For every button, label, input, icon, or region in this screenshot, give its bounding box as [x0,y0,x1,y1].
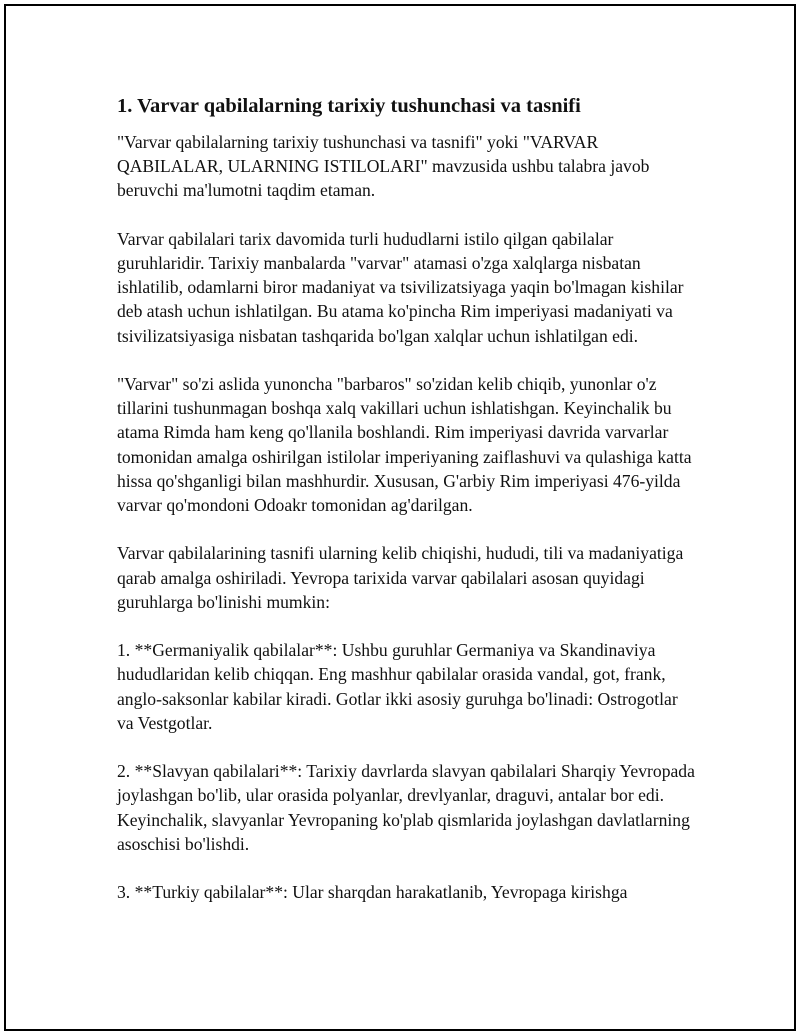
document-title: 1. Varvar qabilalarning tarixiy tushunchasi va tasnifi [117,95,581,117]
list-item-germanic: 1. **Germaniyalik qabilalar**: Ushbu guruhlar Germaniya va Skandinaviya hududlaridan kelib chiqqan. Eng mashhur qabilalar orasida vandal, got, frank, anglo-saksonlar kabilar kiradi. Gotlar ikki asosiy guruhga bo'linadi: Ostrogotlar va Vestgotlar. [117,640,678,733]
paragraph-etymology: "Varvar" so'zi aslida yunoncha "barbaros" so'zidan kelib chiqib, yunonlar o'z tillarini tushunmagan boshqa xalq vakillari uchun ishlatishgan. Keyinchalik bu atama Rimda ham keng qo'llanila boshlandi. Rim imperiyasi davrida varvarlar tomonidan amalga oshirilgan istilolar imperiyaning zaiflashuvi va qulashiga katta hissa qo'shganligi bilan mashhurdir. Xususan, G'arbiy Rim imperiyasi 476-yilda varvar qo'mondoni Odoakr tomonidan ag'darilgan. [117,374,692,516]
list-item-slavic: 2. **Slavyan qabilalari**: Tarixiy davrlarda slavyan qabilalari Sharqiy Yevropada joylashgan bo'lib, ular orasida polyanlar, drevlyanlar, draguvi, antalar bor edi. Keyinchalik, slavyanlar Yevropaning ko'plab qismlarida joylashgan davlatlarning asoschisi bo'lishdi. [117,761,695,854]
paragraph-classification: Varvar qabilalarining tasnifi ularning kelib chiqishi, hududi, tili va madaniyatiga qarab amalga oshiriladi. Yevropa tarixida varvar qabilalari asosan quyidagi guruhlarga bo'linishi mumkin: [117,543,684,612]
paragraph-intro: "Varvar qabilalarning tarixiy tushunchasi va tasnifi" yoki "VARVAR QABILALAR, ULARNING ISTILOLARI" mavzusida ushbu talabra javob beruvchi ma'lumotni taqdim etaman. [117,132,650,201]
list-item-turkic: 3. **Turkiy qabilalar**: Ular sharqdan harakatlanib, Yevropaga kirishga [117,882,628,903]
paragraph-definition: Varvar qabilalari tarix davomida turli hududlarni istilo qilgan qabilalar guruhlaridir. Tarixiy manbalarda "varvar" atamasi o'zga xalqlarga nisbatan ishlatilib, odamlarni biror madaniyat va tsivilizatsiyaga yaqin bo'lmagan kishilar deb atash uchun ishlatilgan. Bu atama ko'pincha Rim imperiyasi madaniyati va tsivilizatsiyasiga nisbatan tashqarida bo'lgan xalqlar uchun ishlatilgan edi. [117,228,684,346]
document-body [117,92,697,929]
